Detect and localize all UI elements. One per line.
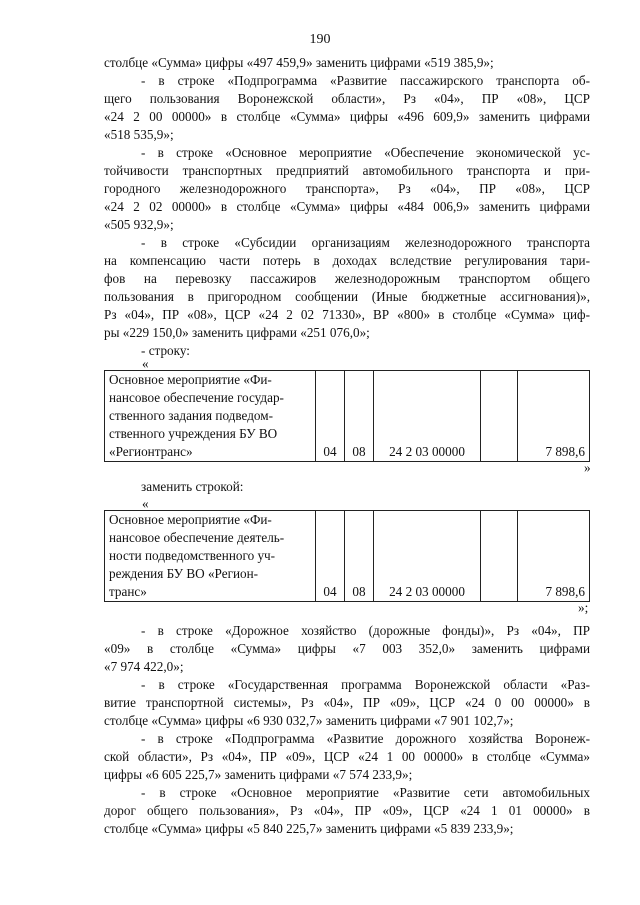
instruction-line [104, 478, 590, 496]
paragraph-3 [104, 144, 590, 234]
rz-cell: 04 [316, 511, 345, 602]
cell-text-line: нансовое обеспечение деятель- [109, 530, 285, 545]
text-line: дорог общего пользования», Рз «04», ПР «09», ЦСР «24 1 01 00000» в [104, 803, 590, 818]
cell-text-line: ственного задания подведом- [109, 408, 273, 423]
text-line: столбце «Сумма» цифры «5 840 225,7» заменить цифрами «5 839 233,9»; [104, 821, 514, 836]
page-number: 190 [309, 32, 331, 47]
text-line: - в строке «Государственная программа Воронежской области «Раз- [141, 677, 590, 692]
text-line: Рз «04», ПР «08», ЦСР «24 2 02 71330», ВР «800» в столбце «Сумма» циф- [104, 307, 590, 322]
cell-text-line: «Регионтранс» [109, 444, 193, 459]
text-line: витие транспортной системы», Рз «04», ПР «09», ЦСР «24 0 00 00000» в [104, 695, 590, 710]
text-line: «518 535,9»; [104, 127, 174, 142]
rz-cell: 04 [316, 371, 345, 462]
instruction-line [104, 342, 590, 360]
vr-cell [481, 371, 518, 462]
pr-cell: 08 [345, 371, 374, 462]
table-row [105, 371, 590, 462]
paragraph-1 [104, 54, 590, 72]
text-line: - в строке «Основное мероприятие «Развитие сети автомобильных [141, 785, 590, 800]
cell-text-line: ственного учреждения БУ ВО [109, 426, 278, 441]
item-name-cell [105, 371, 316, 462]
text-line: «505 932,9»; [104, 217, 174, 232]
close-quote-semicolon: »; [578, 600, 589, 615]
paragraph-5 [104, 622, 590, 676]
text-line: - в строке «Подпрограмма «Развитие пассажирского транспорта об- [141, 73, 590, 88]
close-quote: » [584, 460, 591, 475]
cell-text-line: Основное мероприятие «Фи- [109, 512, 272, 527]
text-line: «7 974 422,0»; [104, 659, 184, 674]
text-line: тойчивости транспортных предприятий автомобильного транспорта и при- [104, 163, 590, 178]
open-quote: « [142, 496, 149, 511]
text-line: - в строке «Субсидии организациям железнодорожного транспорта [141, 235, 590, 250]
sum-cell: 7 898,6 [518, 371, 590, 462]
budget-table-old-row [104, 370, 590, 462]
text-line: на компенсацию части потерь в доходах вследствие регулирования тари- [104, 253, 590, 268]
text-line: пользования в пригородном сообщении (Иные бюджетные ассигнования)», [104, 289, 590, 304]
csr-cell: 24 2 03 00000 [374, 371, 481, 462]
csr-cell: 24 2 03 00000 [374, 511, 481, 602]
text-line: цифры «6 605 225,7» заменить цифрами «7 574 233,9»; [104, 767, 413, 782]
text-line: ры «229 150,0» заменить цифрами «251 076,0»; [104, 325, 370, 340]
item-name-cell [105, 511, 316, 602]
paragraph-2 [104, 72, 590, 144]
text-line: - в строке «Подпрограмма «Развитие дорожного хозяйства Воронеж- [141, 731, 590, 746]
text-line: городного железнодорожного транспорта», Рз «04», ПР «08», ЦСР [104, 181, 590, 196]
cell-text-line: Основное мероприятие «Фи- [109, 372, 272, 387]
text-line: ской области», Рз «04», ПР «09», ЦСР «24 1 00 00000» в столбце «Сумма» [104, 749, 590, 764]
cell-text-line: нансовое обеспечение государ- [109, 390, 284, 405]
table-row [105, 511, 590, 602]
text-line: «09» в столбце «Сумма» цифры «7 003 352,0» заменить цифрами [104, 641, 590, 656]
text-line: столбце «Сумма» цифры «6 930 032,7» заменить цифрами «7 901 102,7»; [104, 713, 514, 728]
budget-table-new-row [104, 510, 590, 602]
cell-text-line: реждения БУ ВО «Регион- [109, 566, 259, 581]
paragraph-8 [104, 784, 590, 838]
cell-text-line: ности подведомственного уч- [109, 548, 276, 563]
cell-text-line: транс» [109, 584, 147, 599]
text-line: заменить строкой: [141, 479, 244, 494]
text-line: фов на перевозку пассажиров железнодорожным транспортом общего [104, 271, 590, 286]
pr-cell: 08 [345, 511, 374, 602]
sum-cell: 7 898,6 [518, 511, 590, 602]
paragraph-7 [104, 730, 590, 784]
text-line: - в строке «Основное мероприятие «Обеспечение экономической ус- [141, 145, 590, 160]
text-line: щего пользования Воронежской области», Рз «04», ПР «08», ЦСР [104, 91, 590, 106]
text-line: «24 2 02 00000» в столбце «Сумма» цифры «484 006,9» заменить цифрами [104, 199, 590, 214]
text-line: «24 2 00 00000» в столбце «Сумма» цифры «496 609,9» заменить цифрами [104, 109, 590, 124]
paragraph-6 [104, 676, 590, 730]
text-line: - в строке «Дорожное хозяйство (дорожные фонды)», Рз «04», ПР [141, 623, 590, 638]
vr-cell [481, 511, 518, 602]
text-line: - строку: [141, 343, 190, 358]
paragraph-4 [104, 234, 590, 342]
open-quote: « [142, 356, 149, 371]
text-line: столбце «Сумма» цифры «497 459,9» заменить цифрами «519 385,9»; [104, 55, 494, 70]
